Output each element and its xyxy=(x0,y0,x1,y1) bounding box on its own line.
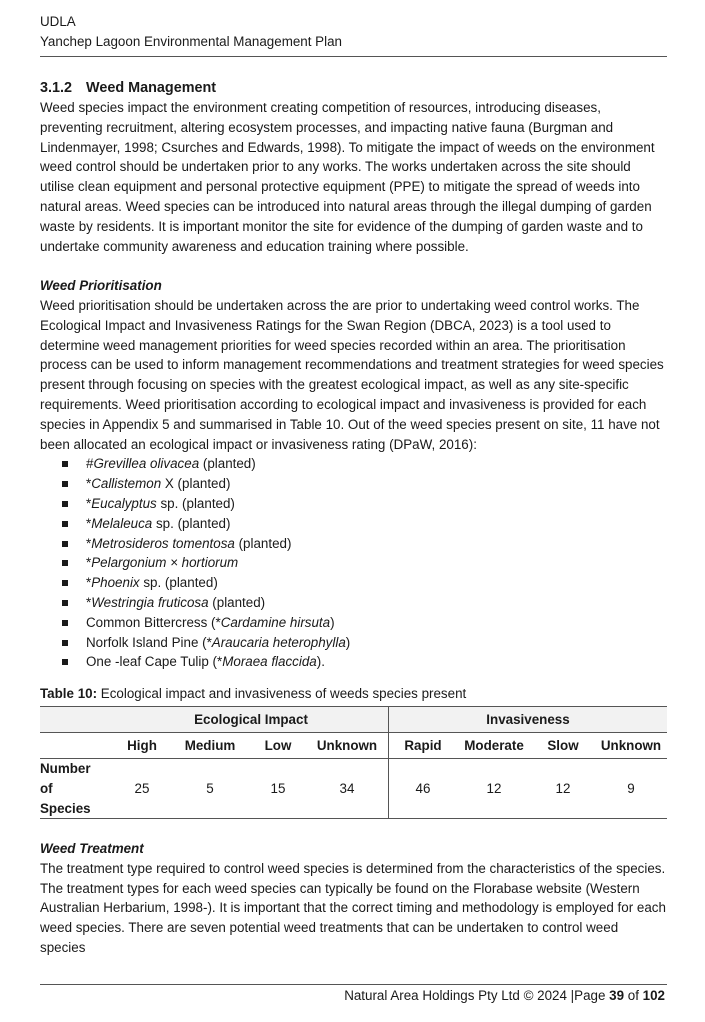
table-cell: 15 xyxy=(250,758,306,818)
list-item: #Grevillea olivacea (planted) xyxy=(40,454,667,474)
weed-ratings-table xyxy=(40,706,667,819)
table-corner xyxy=(40,706,114,732)
header-doc-title: Yanchep Lagoon Environmental Management Plan xyxy=(40,34,342,49)
prioritisation-heading: Weed Prioritisation xyxy=(40,278,162,294)
footer-rule xyxy=(40,984,667,985)
bullet-icon xyxy=(62,580,68,586)
treatment-heading: Weed Treatment xyxy=(40,841,144,857)
table-corner-sub xyxy=(40,732,114,758)
bullet-icon xyxy=(62,481,68,487)
header-org: UDLA xyxy=(40,14,76,29)
table-cell: 46 xyxy=(389,758,458,818)
bullet-icon xyxy=(62,501,68,507)
list-item: Norfolk Island Pine (*Araucaria heterophylla) xyxy=(40,633,667,653)
page-total: 102 xyxy=(642,988,665,1003)
table-row xyxy=(40,758,667,818)
list-item: *Phoenix sp. (planted) xyxy=(40,573,667,593)
bullet-icon xyxy=(62,620,68,626)
intro-paragraph: Weed species impact the environment creating competition of resources, introducing diseases, preventing recruitment, altering ecosystem processes, and impacting native fauna (Burgman and Lindenmayer, 1998; Csurches and Edwards, 1998). To mitigate the impact of weeds on the environment weed control should be undertaken prior to any works. The works undertaken across the site should utilise clean equipment and personal protective equipment (PPE) to mitigate the spread of weeds into natural areas. Weed species can be introduced into natural areas through the illegal dumping of garden waste by residents. It is important monitor the site for evidence of the dumping of garden waste and to undertake community awareness and education training where possible. xyxy=(40,100,655,254)
bullet-icon xyxy=(62,521,68,527)
list-item: *Westringia fruticosa (planted) xyxy=(40,593,667,613)
col-header: Unknown xyxy=(595,732,667,758)
group-invasiveness: Invasiveness xyxy=(389,706,668,732)
bullet-icon xyxy=(62,659,68,665)
page-number: 39 xyxy=(609,988,625,1003)
page-footer: Natural Area Holdings Pty Ltd © 2024 |Page 39 of 102 xyxy=(344,988,665,1003)
col-header: Medium xyxy=(170,732,250,758)
list-item: *Melaleuca sp. (planted) xyxy=(40,514,667,534)
bullet-icon xyxy=(62,640,68,646)
section-number: 3.1.2 xyxy=(40,80,73,96)
unrated-species-list xyxy=(40,454,667,672)
table-cell: 12 xyxy=(457,758,531,818)
col-header: Unknown xyxy=(306,732,389,758)
treatment-paragraph: The treatment type required to control weed species is determined from the characteristics of the species. The treatment types for each weed species can typically be found on the Florabase website (Western Australian Herbarium, 1998-). It is important that the correct timing and methodology is employed for each weed species. There are seven potential weed treatments that can be undertaken to control weed species xyxy=(40,860,666,956)
list-item: *Eucalyptus sp. (planted) xyxy=(40,494,667,514)
table-cell: 9 xyxy=(595,758,667,818)
col-header: High xyxy=(114,732,170,758)
list-item: *Metrosideros tomentosa (planted) xyxy=(40,534,667,554)
section-title: Weed Management xyxy=(86,80,217,96)
prioritisation-paragraph: Weed prioritisation should be undertaken across the are prior to undertaking weed control works. The Ecological Impact and Invasiveness Ratings for the Swan Region (DBCA, 2023) is a tool used to determine weed management priorities for weed species recorded within an area. The prioritisation process can be used to inform management recommendations and treatment strategies for weed species present through focusing on species with the greatest ecological impact, as well as any site-specific requirements. Weed prioritisation according to ecological impact and invasiveness is provided for each species in Appendix 5 and summarised in Table 10. Out of the weed species present on site, 11 have not been allocated an ecological impact or invasiveness rating (DPaW, 2016): xyxy=(40,297,664,452)
group-ecological-impact: Ecological Impact xyxy=(114,706,389,732)
section-heading xyxy=(40,78,667,98)
bullet-icon xyxy=(62,560,68,566)
table-cell: 25 xyxy=(114,758,170,818)
page-content xyxy=(40,78,667,958)
col-header: Low xyxy=(250,732,306,758)
row-header: Number of Species xyxy=(40,758,114,818)
col-header: Moderate xyxy=(457,732,531,758)
header-rule xyxy=(40,56,667,57)
col-header: Rapid xyxy=(389,732,458,758)
footer-company: Natural Area Holdings Pty Ltd © 2024 |Page xyxy=(344,988,610,1003)
list-item: *Callistemon X (planted) xyxy=(40,474,667,494)
list-item: One -leaf Cape Tulip (*Moraea flaccida). xyxy=(40,652,667,672)
table-cell: 34 xyxy=(306,758,389,818)
table-cell: 5 xyxy=(170,758,250,818)
table-cell: 12 xyxy=(531,758,595,818)
bullet-icon xyxy=(62,461,68,467)
list-item: Common Bittercress (*Cardamine hirsuta) xyxy=(40,613,667,633)
page-header xyxy=(40,12,667,52)
table-caption: Table 10: Ecological impact and invasiveness of weeds species present xyxy=(40,686,467,702)
bullet-icon xyxy=(62,541,68,547)
list-item: *Pelargonium × hortiorum xyxy=(40,553,667,573)
bullet-icon xyxy=(62,600,68,606)
col-header: Slow xyxy=(531,732,595,758)
